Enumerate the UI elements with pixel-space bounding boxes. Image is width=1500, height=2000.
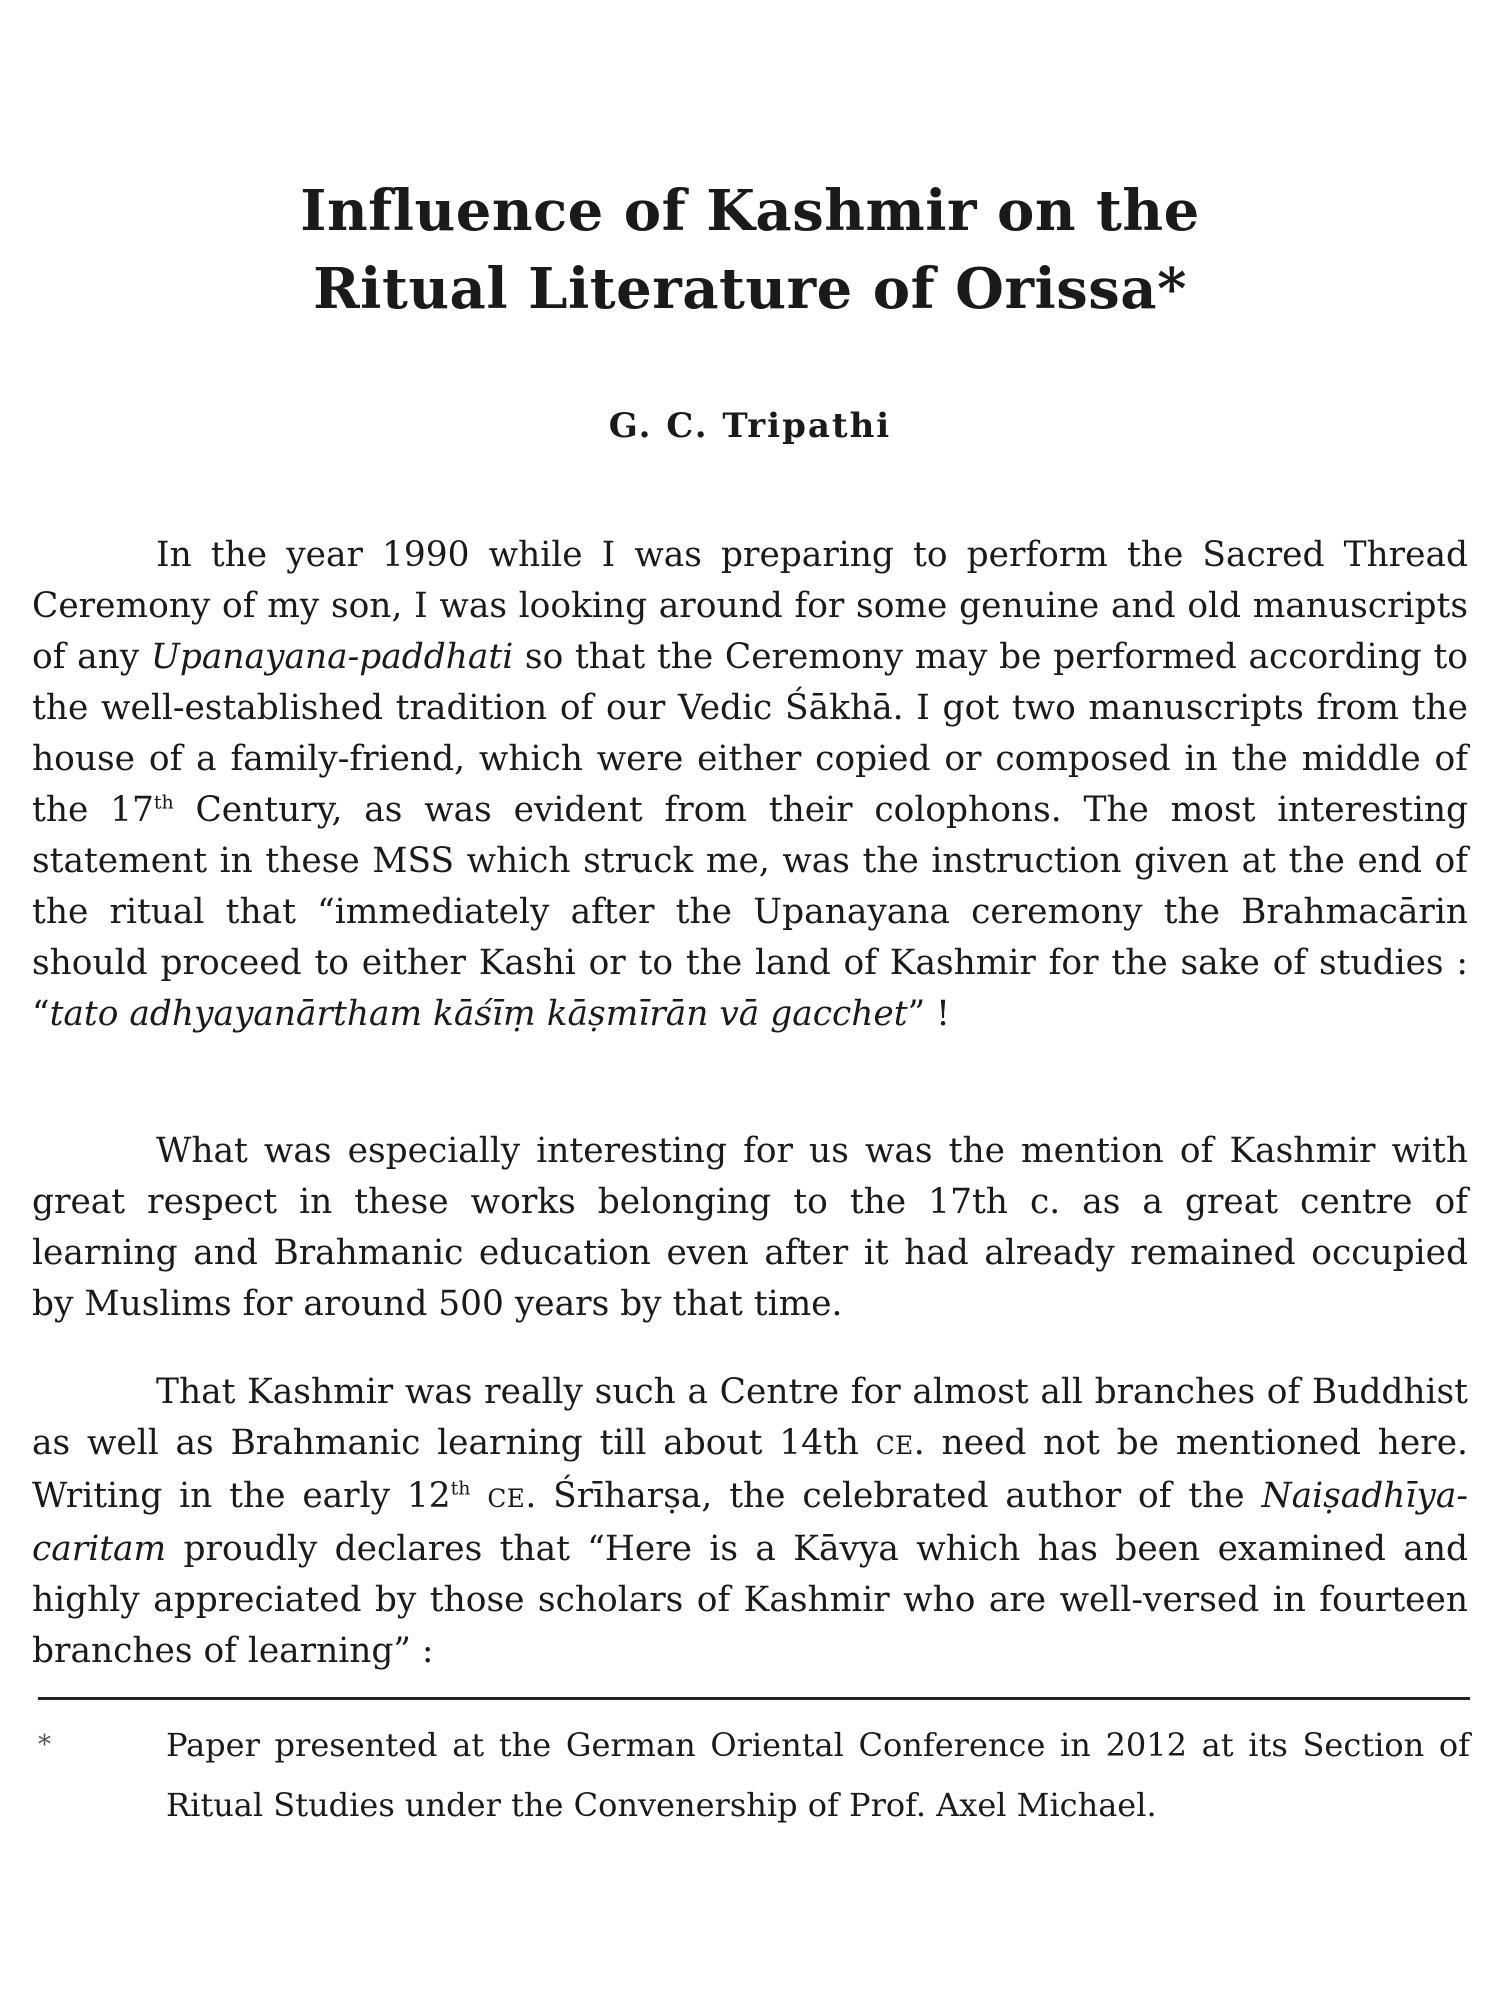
p1-term-upanayana: Upanayana-paddhati bbox=[150, 637, 514, 677]
title-line-2: Ritual Literature of Orissa* bbox=[313, 256, 1187, 322]
footnote-divider bbox=[38, 1697, 1470, 1700]
p1-superscript: th bbox=[153, 791, 174, 814]
body-paragraph-2 bbox=[32, 1126, 1468, 1330]
p3-superscript: th bbox=[450, 1477, 471, 1500]
author-name: G. C. Tripathi bbox=[608, 406, 892, 446]
p3-space bbox=[470, 1476, 487, 1516]
paper-title bbox=[0, 172, 1500, 328]
p3-work-title: Naiṣadhīya-caritam bbox=[32, 1476, 1468, 1569]
p3-text-c: . Śrīharṣa, the celebrated author of the bbox=[525, 1476, 1262, 1516]
p1-text-b: so that the Ceremony may be performed according to the well-established tradition of our Vedic Śākhā. I got two manuscripts from the house of a family-friend, which were either copied or composed in the middle of the 17 bbox=[32, 637, 1468, 830]
p1-text-a: In the year 1990 while I was preparing to perform the Sacred Thread Ceremony of my son, I was looking around for some genuine and old manuscripts of any bbox=[32, 535, 1468, 677]
p3-text-a: That Kashmir was really such a Centre for almost all branches of Buddhist as well as Brahmanic learning till about 14th bbox=[32, 1372, 1468, 1463]
p3-era-ce-2: CE bbox=[487, 1484, 526, 1513]
p1-text-c: Century, as was evident from their colophons. The most interesting statement in these MSS which struck me, was the instruction given at the end of the ritual that “immediately after the Upanayana ceremony the Brahmacārin should proceed to either Kashi or to the land of Kashmir for the sake of studies : “ bbox=[32, 790, 1469, 1034]
body-paragraph-3 bbox=[32, 1367, 1468, 1677]
footnote-text: Paper presented at the German Oriental Conference in 2012 at its Section of Ritual Studies under the Convenership of Prof. Axel Michael. bbox=[166, 1726, 1470, 1824]
p1-quote-sanskrit: tato adhyayanārtham kāśīṃ kāṣmīrān vā gacchet bbox=[49, 994, 908, 1034]
p3-text-d: proudly declares that “Here is a Kāvya which has been examined and highly appreciated by those scholars of Kashmir who are well-versed in fourteen branches of learning” : bbox=[32, 1529, 1468, 1671]
p3-text-b: . need not be mentioned here. Writing in the early 12 bbox=[32, 1423, 1468, 1516]
p2-text: What was especially interesting for us was the mention of Kashmir with great respect in these works belonging to the 17th c. as a great centre of learning and Brahmanic education even after it had already remained occupied by Muslims for around 500 years by that time. bbox=[32, 1131, 1468, 1324]
p1-text-d: ” ! bbox=[907, 994, 950, 1034]
footnote-mark: * bbox=[38, 1730, 51, 1760]
title-line-1: Influence of Kashmir on the bbox=[300, 178, 1200, 244]
body-paragraph-1 bbox=[32, 530, 1468, 1040]
p3-era-ce-1: CE bbox=[875, 1431, 914, 1460]
